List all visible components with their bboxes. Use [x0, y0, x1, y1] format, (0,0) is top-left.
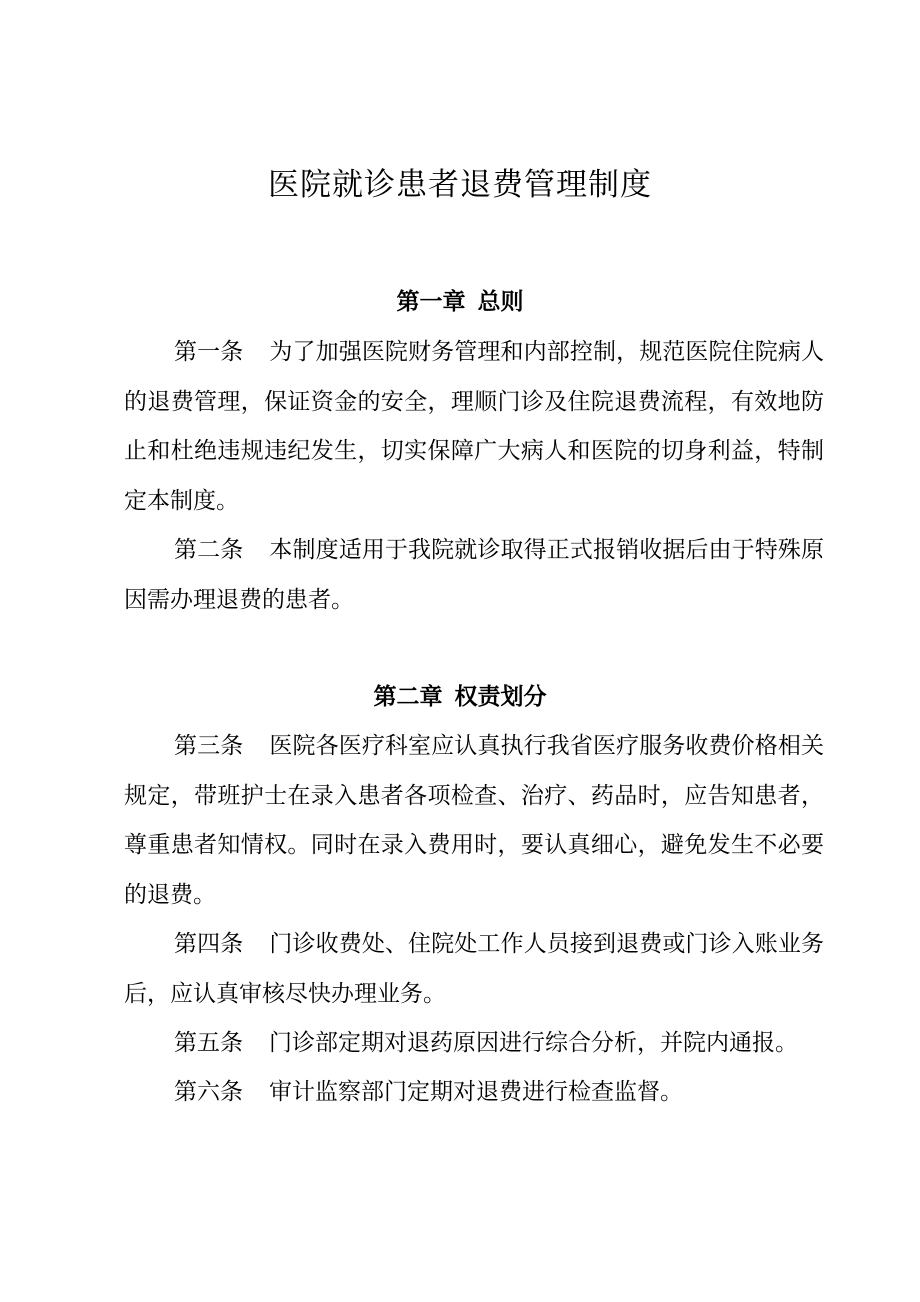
article-text: 为了加强医院财务管理和内部控制，规范医院住院病人的退费管理，保证资金的安全，理顺门诊及住院退费流程，有效地防止和杜绝违规违纪发生，切实保障广大病人和医院的切身利益，特制定本制度。 — [124, 339, 825, 514]
article-number: 第二条 — [174, 537, 244, 563]
article-6 — [124, 1068, 824, 1118]
article-5 — [124, 1019, 824, 1069]
article-number: 第一条 — [174, 339, 244, 365]
article-text: 本制度适用于我院就诊取得正式报销收据后由于特殊原因需办理退费的患者。 — [124, 537, 825, 613]
chapter-heading-1 — [0, 284, 920, 320]
chapter-name: 权责划分 — [454, 683, 547, 710]
article-4 — [124, 920, 824, 1019]
chapter-number: 第一章 — [396, 288, 466, 315]
chapter-heading-2 — [0, 679, 920, 715]
article-2 — [124, 526, 824, 625]
article-text: 医院各医疗科室应认真执行我省医疗服务收费价格相关规定，带班护士在录入患者各项检查、治疗、药品时，应告知患者，尊重患者知情权。同时在录入费用时，要认真细心，避免发生不必要的退费。 — [124, 733, 825, 908]
article-number: 第三条 — [174, 733, 244, 759]
article-text: 门诊部定期对退药原因进行综合分析，并院内通报。 — [269, 1030, 798, 1056]
article-text: 审计监察部门定期对退费进行检查监督。 — [269, 1079, 683, 1105]
article-number: 第四条 — [174, 931, 244, 957]
article-text: 门诊收费处、住院处工作人员接到退费或门诊入账业务后，应认真审核尽快办理业务。 — [124, 931, 825, 1007]
article-3 — [124, 722, 824, 920]
chapter-name: 总则 — [477, 288, 524, 315]
article-number: 第五条 — [174, 1030, 243, 1056]
chapter-number: 第二章 — [373, 683, 443, 710]
document-title: 医院就诊患者退费管理制度 — [268, 167, 652, 203]
article-number: 第六条 — [174, 1079, 243, 1105]
article-1 — [124, 328, 824, 526]
